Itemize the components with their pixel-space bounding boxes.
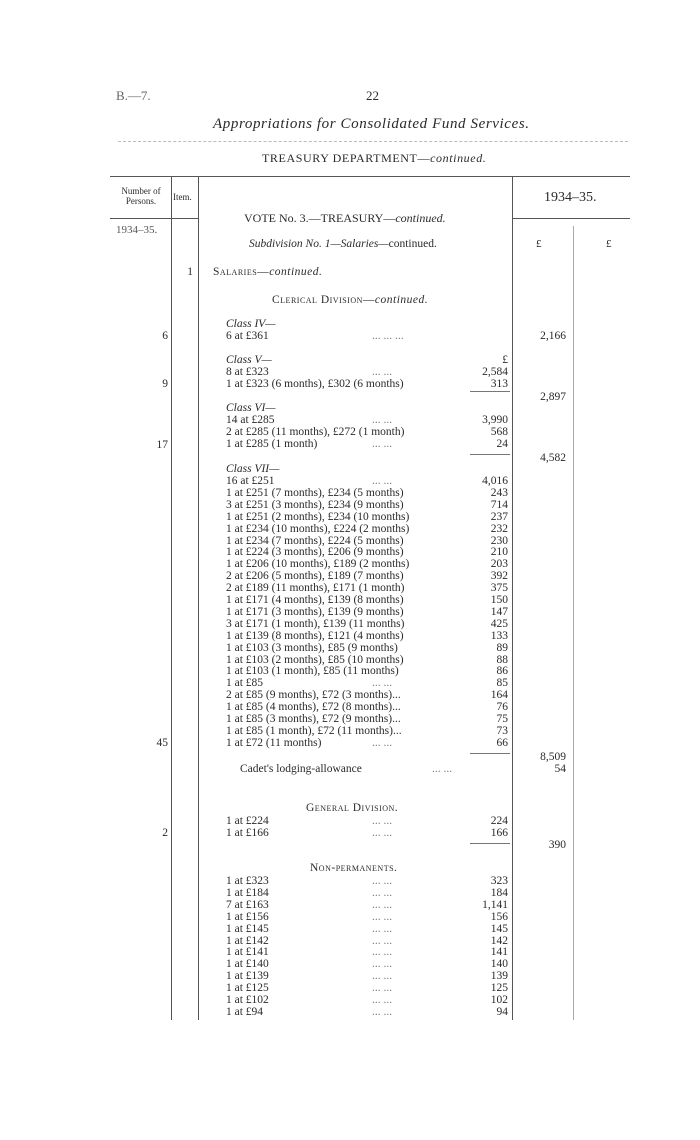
- general-persons: 2: [162, 827, 168, 839]
- nonperm-row-desc: 1 at £94: [226, 1005, 264, 1018]
- class-vi-rule: [470, 454, 510, 455]
- class-vii-row-desc: 1 at £103 (2 months), £85 (10 months): [226, 653, 404, 666]
- class-vi-row-dots: ... ...: [372, 414, 393, 426]
- class-v-pound: £: [502, 354, 508, 366]
- clerical-suffix: continued.: [374, 294, 429, 306]
- general-row-amount: 166: [490, 826, 508, 839]
- number-of-persons-header: Number of Persons.: [121, 186, 161, 206]
- nonperm-row-amount: 1,141: [482, 898, 508, 911]
- class-vii-row-amount: 210: [490, 546, 508, 559]
- class-vii-row-amount: 375: [490, 582, 508, 595]
- clerical-division-heading: [272, 294, 428, 306]
- clerical-label: Clerical Division—: [272, 294, 375, 306]
- nonperm-row-dots: ... ...: [372, 922, 393, 935]
- class-vii-row-amount: 230: [490, 534, 508, 547]
- nonperm-row-dots: ... ...: [372, 898, 393, 911]
- nonperm-row-dots: ... ...: [372, 970, 393, 983]
- class-vii-row-desc: 1 at £234 (10 months), £224 (2 months): [226, 522, 410, 535]
- nonperm-row-amount: 323: [490, 875, 508, 887]
- non-permanents-heading: Non-permanents.: [310, 862, 398, 874]
- class-vii-row-dots: ... ...: [372, 736, 393, 749]
- class-vii-row-desc: 3 at £251 (3 months), £234 (9 months): [226, 498, 404, 511]
- page-number: 22: [366, 88, 379, 103]
- nonperm-row-amount: 142: [490, 934, 508, 947]
- class-vi-row-amount: 3,990: [482, 414, 508, 426]
- nonperm-row-dots: ... ...: [372, 886, 393, 899]
- subdivision-title: [249, 238, 437, 250]
- lodging-amount: 54: [554, 762, 566, 775]
- class-vii-row-amount: 88: [496, 653, 508, 666]
- lodging-dots: ... ...: [432, 762, 453, 775]
- nonperm-row-dots: ... ...: [372, 875, 393, 887]
- header-bottom-rule-left: [110, 218, 198, 219]
- class-vii-row-desc: 2 at £189 (11 months), £171 (1 month): [226, 582, 405, 595]
- class-vii-row-amount: 85: [496, 677, 508, 690]
- class-vii-row-amount: 164: [490, 689, 508, 702]
- class-vi-row-desc: 1 at £285 (1 month): [226, 437, 318, 450]
- general-division-heading: General Division.: [306, 802, 399, 814]
- nonperm-row-amount: 145: [490, 922, 508, 935]
- class-iv-row-dots: ... ... ...: [372, 330, 404, 342]
- year-header: 1934–35.: [544, 190, 597, 205]
- general-row-dots: ... ...: [372, 815, 393, 827]
- general-total: 390: [548, 839, 566, 851]
- persons-column-rule: [171, 176, 172, 1020]
- class-vii-row-desc: 1 at £139 (8 months), £121 (4 months): [226, 629, 404, 642]
- class-vii-row-desc: 1 at £103 (1 month), £85 (11 months): [226, 665, 399, 678]
- nonperm-row-desc: 1 at £140: [226, 958, 269, 971]
- class-vii-row-amount: 237: [490, 510, 508, 523]
- class-vii-row-amount: 147: [490, 605, 508, 618]
- salaries-suffix: continued.: [269, 266, 323, 278]
- pound-header-b: £: [606, 238, 612, 250]
- class-v-label: Class V—: [226, 354, 272, 366]
- class-v-row-dots: ... ...: [372, 366, 393, 378]
- class-vii-row-desc: 1 at £85: [226, 677, 264, 690]
- nonperm-row-dots: ... ...: [372, 946, 393, 959]
- vote-title-text: VOTE No. 3.—TREASURY—: [244, 211, 396, 225]
- class-vii-row-desc: 1 at £171 (3 months), £139 (9 months): [226, 605, 404, 618]
- class-vi-total: 4,582: [540, 452, 566, 464]
- header-bottom-rule-right: [512, 218, 630, 219]
- lodging-label: Cadet's lodging-allowance: [240, 762, 362, 775]
- class-v-persons: 9: [162, 378, 168, 390]
- class-v-total: 2,897: [540, 391, 566, 403]
- class-vii-row-desc: 1 at £103 (3 months), £85 (9 months): [226, 641, 398, 654]
- year-left-label: 1934–35.: [116, 224, 158, 236]
- vote-title-suffix: continued.: [395, 211, 446, 225]
- salaries-label: Salaries—: [213, 266, 270, 278]
- nonperm-row-desc: 1 at £139: [226, 970, 269, 983]
- pound-header-a: £: [536, 238, 542, 250]
- class-vii-row-amount: 425: [490, 617, 508, 630]
- vote-title: [244, 212, 446, 224]
- nonperm-row-amount: 140: [490, 958, 508, 971]
- page-reference: B.—7.: [116, 88, 151, 103]
- pound-column-rule: [573, 226, 574, 1020]
- nonperm-row-desc: 1 at £142: [226, 934, 269, 947]
- class-vii-row-desc: 2 at £206 (5 months), £189 (7 months): [226, 570, 404, 583]
- nonperm-row-dots: ... ...: [372, 1005, 393, 1018]
- class-vii-row-desc: 1 at £224 (3 months), £206 (9 months): [226, 546, 404, 559]
- nonperm-row-amount: 141: [490, 946, 508, 959]
- class-vii-total: 8,509: [540, 750, 566, 763]
- class-vii-row-dots: ... ...: [372, 677, 393, 690]
- department-suffix: continued.: [430, 151, 487, 165]
- class-vii-row-desc: 1 at £251 (2 months), £234 (10 months): [226, 510, 410, 523]
- nonperm-row-desc: 1 at £184: [226, 886, 269, 899]
- class-vi-row-amount: 568: [490, 425, 508, 438]
- class-vii-row-amount: 75: [496, 713, 508, 725]
- class-iv-total: 2,166: [540, 330, 566, 342]
- class-vii-row-amount: 76: [496, 701, 508, 714]
- subdivision-text: Subdivision No. 1—Salaries—: [249, 238, 389, 250]
- class-vii-row-desc: 3 at £171 (1 month), £139 (11 months): [226, 617, 405, 630]
- department-name: TREASURY DEPARTMENT—: [262, 151, 431, 165]
- class-vii-row-amount: 73: [496, 724, 508, 737]
- class-vi-row-dots: ... ...: [372, 437, 393, 450]
- class-v-row-desc: 1 at £323 (6 months), £302 (6 months): [226, 377, 404, 390]
- general-row-desc: 1 at £166: [226, 826, 269, 839]
- class-vii-row-amount: 232: [490, 522, 508, 535]
- class-vi-row-desc: 2 at £285 (11 months), £272 (1 month): [226, 425, 405, 438]
- nonperm-row-amount: 156: [490, 910, 508, 923]
- class-vii-row-amount: 4,016: [482, 475, 508, 487]
- class-vi-row-desc: 14 at £285: [226, 414, 275, 426]
- class-vii-row-desc: 1 at £171 (4 months), £139 (8 months): [226, 594, 404, 606]
- class-vii-row-amount: 150: [490, 594, 508, 606]
- general-row-dots: ... ...: [372, 826, 393, 839]
- class-vii-row-amount: 392: [490, 570, 508, 583]
- nonperm-row-desc: 1 at £102: [226, 994, 269, 1006]
- nonperm-row-dots: ... ...: [372, 958, 393, 971]
- nonperm-row-amount: 94: [496, 1005, 508, 1018]
- class-vii-row-dots: ... ...: [372, 475, 393, 487]
- class-vii-row-desc: 1 at £85 (3 months), £72 (9 months)...: [226, 713, 401, 725]
- salaries-heading: [213, 266, 322, 278]
- class-vi-persons: 17: [156, 439, 168, 451]
- class-vi-label: Class VI—: [226, 402, 276, 414]
- general-row-desc: 1 at £224: [226, 815, 269, 827]
- class-v-row-amount: 313: [490, 377, 508, 390]
- class-vii-row-amount: 66: [496, 736, 508, 749]
- nonperm-row-amount: 102: [490, 994, 508, 1006]
- nonperm-row-dots: ... ...: [372, 934, 393, 947]
- item-number: 1: [187, 266, 193, 278]
- amount-column-rule: [512, 176, 513, 1020]
- subdivision-suffix: continued.: [388, 238, 437, 250]
- class-vii-row-amount: 86: [496, 665, 508, 678]
- class-vii-row-desc: 16 at £251: [226, 475, 275, 487]
- nonperm-row-desc: 1 at £323: [226, 875, 269, 887]
- nonperm-row-desc: 1 at £125: [226, 982, 269, 995]
- class-v-row-amount: 2,584: [482, 366, 508, 378]
- nonperm-row-desc: 1 at £145: [226, 922, 269, 935]
- department-heading: [262, 152, 486, 164]
- page-title: Appropriations for Consolidated Fund Services.: [213, 116, 530, 132]
- nonperm-row-amount: 125: [490, 982, 508, 995]
- item-header: Item.: [173, 192, 192, 202]
- class-vii-row-desc: 2 at £85 (9 months), £72 (3 months)...: [226, 689, 401, 702]
- class-iv-label: Class IV—: [226, 318, 276, 330]
- class-vii-persons: 45: [156, 736, 168, 749]
- class-vii-row-desc: 1 at £234 (7 months), £224 (5 months): [226, 534, 404, 547]
- title-rule: [118, 141, 628, 142]
- class-vii-row-desc: 1 at £85 (4 months), £72 (8 months)...: [226, 701, 401, 714]
- class-vii-row-desc: 1 at £251 (7 months), £234 (5 months): [226, 486, 404, 499]
- class-vii-row-amount: 243: [490, 486, 508, 499]
- item-column-rule: [198, 176, 199, 1020]
- nonperm-row-dots: ... ...: [372, 994, 393, 1006]
- class-iv-persons: 6: [162, 330, 168, 342]
- nonperm-row-dots: ... ...: [372, 910, 393, 923]
- general-row-amount: 224: [490, 815, 508, 827]
- class-v-rule: [470, 391, 510, 392]
- class-vii-row-desc: 1 at £85 (1 month), £72 (11 months)...: [226, 724, 402, 737]
- class-vii-row-amount: 89: [496, 641, 508, 654]
- nonperm-row-desc: 1 at £141: [226, 946, 269, 959]
- class-vii-row-desc: 1 at £206 (10 months), £189 (2 months): [226, 558, 410, 571]
- class-v-row-desc: 8 at £323: [226, 366, 269, 378]
- class-vii-row-amount: 133: [490, 629, 508, 642]
- class-vi-row-amount: 24: [496, 437, 508, 450]
- class-vii-row-amount: 714: [490, 498, 508, 511]
- nonperm-row-desc: 1 at £156: [226, 910, 269, 923]
- class-vii-label: Class VII—: [226, 463, 280, 475]
- nonperm-row-amount: 139: [490, 970, 508, 983]
- nonperm-row-amount: 184: [490, 886, 508, 899]
- nonperm-row-desc: 7 at £163: [226, 898, 269, 911]
- table-top-rule: [110, 176, 630, 177]
- class-vii-rule: [470, 753, 510, 754]
- class-vii-row-desc: 1 at £72 (11 months): [226, 736, 322, 749]
- general-rule: [470, 843, 510, 844]
- nonperm-row-dots: ... ...: [372, 982, 393, 995]
- class-vii-row-amount: 203: [490, 558, 508, 571]
- class-iv-row-desc: 6 at £361: [226, 330, 269, 342]
